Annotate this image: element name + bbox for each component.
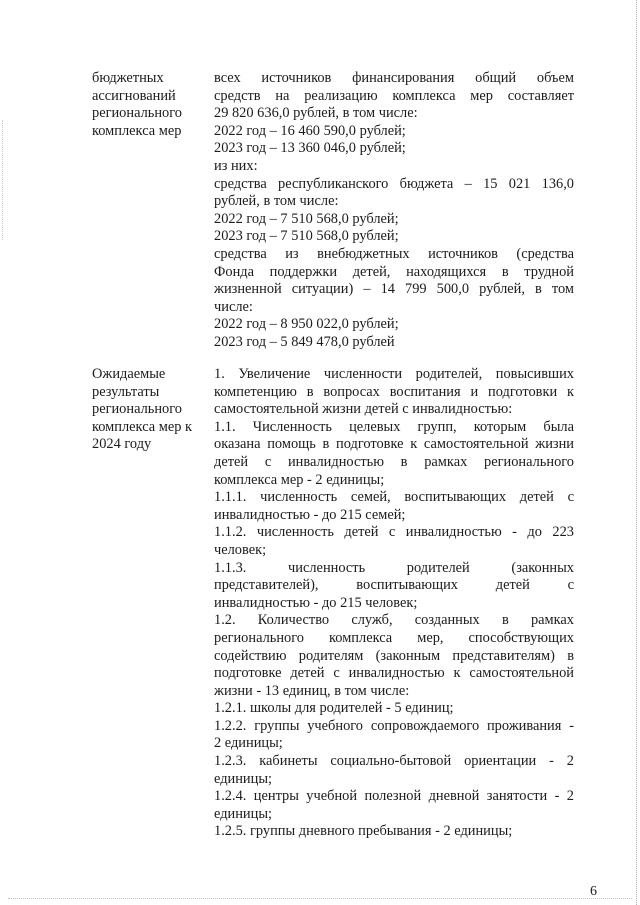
label-line: комплекса мер	[92, 122, 182, 139]
content-line: средств на реализацию комплекса мер составляет	[214, 87, 574, 104]
label-line: регионального	[92, 105, 182, 122]
label-line: ассигнований	[92, 87, 176, 104]
content-line: регионального комплекса мер, способствующих	[214, 629, 574, 646]
content-line: оказана помощь в подготовке к самостоятельной жизни	[214, 436, 574, 453]
results-label	[92, 366, 204, 454]
label-line: регионального	[92, 401, 182, 418]
content-line: 1.2.4. центры учебной полезной дневной занятости - 2	[214, 788, 574, 805]
funding-label	[92, 70, 204, 140]
label-line: 2024 году	[92, 436, 152, 453]
page-number: 6	[590, 884, 597, 899]
content-line: средства из внебюджетных источников (средства	[214, 245, 574, 262]
content-line: 1.2. Количество служб, созданных в рамках	[214, 612, 574, 629]
label-line: результаты	[92, 383, 160, 400]
content-line: компетенцию в вопросах воспитания и подготовки к	[214, 383, 574, 400]
scan-edge-left	[2, 120, 3, 240]
content-line: 1.1.1. численность семей, воспитывающих детей с	[214, 489, 574, 506]
content-line: 1.2.5. группы дневного пребывания - 2 единицы;	[214, 823, 513, 840]
content-line: инвалидностью - до 215 семей;	[214, 506, 406, 523]
content-line: подготовке детей с инвалидностью к самостоятельной	[214, 665, 574, 682]
content-line: самостоятельной жизни детей с инвалидностью:	[214, 401, 513, 418]
content-line: 1.1.3. численность родителей (законных	[214, 559, 574, 576]
content-line: 1.1. Численность целевых групп, которым была	[214, 418, 574, 435]
content-line: 1. Увеличение численности родителей, повысивших	[214, 366, 574, 382]
content-line: жизненной ситуации) – 14 799 500,0 рублей, в том	[214, 281, 574, 298]
content-line: 2022 год – 7 510 568,0 рублей;	[214, 210, 399, 227]
content-line: 1.2.2. группы учебного сопровождаемого проживания -	[214, 717, 574, 734]
content-line: детей с инвалидностью в рамках регионального	[214, 453, 574, 470]
content-line: представителей), воспитывающих детей с	[214, 577, 574, 594]
content-line: 2023 год – 7 510 568,0 рублей;	[214, 228, 399, 245]
funding-content	[214, 70, 574, 352]
content-line: единицы;	[214, 805, 272, 822]
scan-edge-right	[636, 0, 637, 905]
content-line: 2022 год – 8 950 022,0 рублей;	[214, 316, 399, 333]
content-line: человек;	[214, 541, 267, 558]
content-line: 2023 год – 13 360 046,0 рублей;	[214, 140, 406, 157]
content-line: рублей, в том числе:	[214, 193, 339, 210]
results-content	[214, 366, 574, 841]
content-line: 1.1.2. численность детей с инвалидностью - до 223	[214, 524, 574, 541]
label-line: бюджетных	[92, 70, 164, 86]
content-line: жизни - 13 единиц, в том числе:	[214, 682, 410, 699]
content-line: числе:	[214, 298, 253, 315]
content-line: единицы;	[214, 770, 272, 787]
label-line: Ожидаемые	[92, 366, 166, 382]
content-line: из них:	[214, 157, 258, 174]
content-line: содействию родителям (законным представителям) в	[214, 647, 574, 664]
content-line: 29 820 636,0 рублей, в том числе:	[214, 105, 418, 122]
content-line: комплекса мер - 2 единицы;	[214, 471, 385, 488]
content-line: 1.2.1. школы для родителей - 5 единиц;	[214, 700, 454, 717]
content-line: Фонда поддержки детей, находящихся в трудной	[214, 263, 574, 280]
content-line: 2 единицы;	[214, 735, 283, 752]
content-line: инвалидностью - до 215 человек;	[214, 594, 418, 611]
scan-edge-bottom	[8, 898, 632, 899]
content-line: 2023 год – 5 849 478,0 рублей	[214, 333, 395, 350]
content-line: средства республиканского бюджета – 15 021 136,0	[214, 175, 574, 192]
content-line: 2022 год – 16 460 590,0 рублей;	[214, 122, 406, 139]
content-line: всех источников финансирования общий объем	[214, 70, 574, 86]
content-line: 1.2.3. кабинеты социально-бытовой ориентации - 2	[214, 753, 574, 770]
label-line: комплекса мер к	[92, 418, 193, 435]
